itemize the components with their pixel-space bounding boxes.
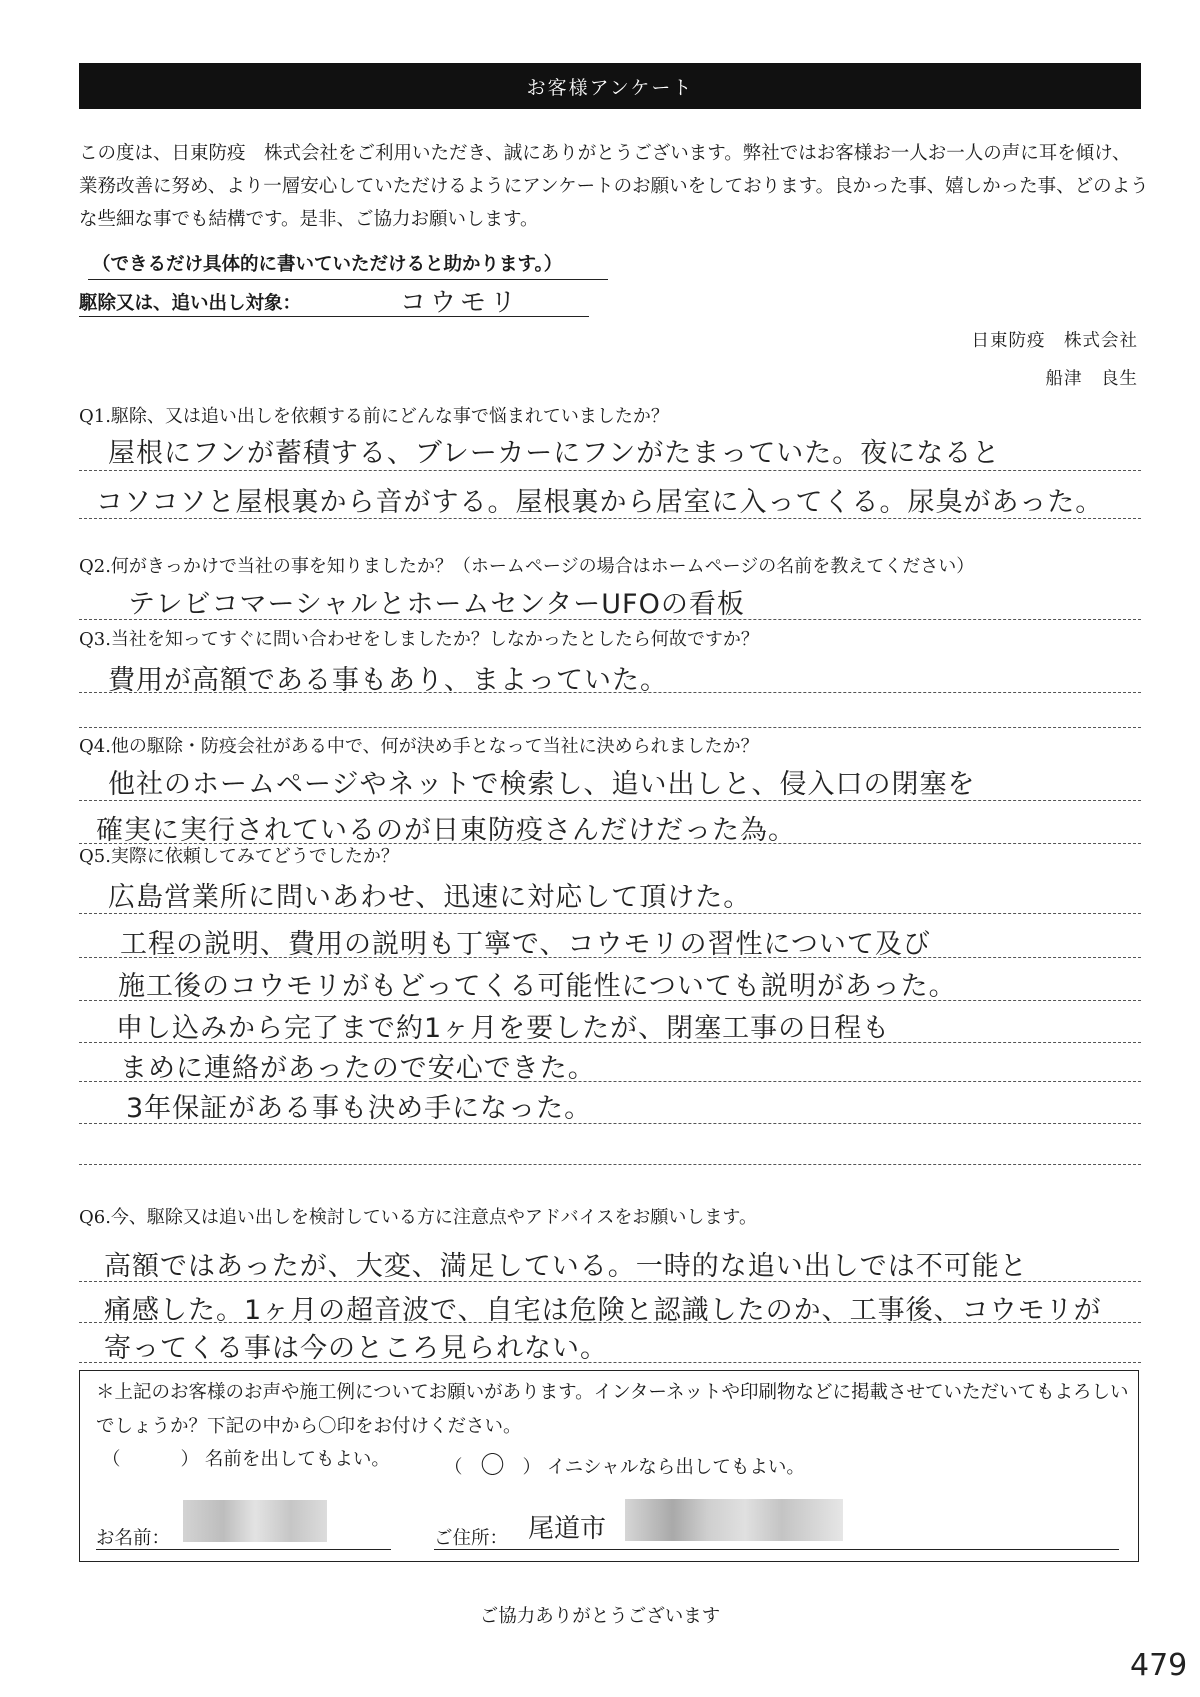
question-5: Q5.実際に依頼してみてどうでしたか？ xyxy=(79,846,399,867)
address-label: ご住所： xyxy=(434,1528,509,1549)
option-bracket-close: ） xyxy=(522,1457,542,1478)
answer-5-line-3: 施工後のコウモリがもどってくる可能性についても説明があった。 xyxy=(118,971,957,1002)
question-3: Q3.当社を知ってすぐに問い合わせをしましたか？しなかったとしたら何故ですか？ xyxy=(79,629,759,650)
option-initial-label: イニシャルなら出してもよい。 xyxy=(546,1457,805,1478)
question-4: Q4.他の駆除・防疫会社がある中で、何が決め手となって当社に決められましたか？ xyxy=(79,736,759,757)
answer-6-line-3: 寄ってくる事は今のところ見られない。 xyxy=(104,1333,608,1364)
answer-line-divider xyxy=(79,727,1141,728)
answer-line-divider xyxy=(79,913,1141,914)
answer-line-divider xyxy=(79,619,1141,620)
permission-text: ＊上記のお客様のお声や施工例についてお願いがあります。インターネットや印刷物などに掲載させていただいてもよろしいでしょうか？下記の中から〇印をお付けください。 xyxy=(96,1382,1129,1437)
answer-5-line-5: まめに連絡があったので安心できた。 xyxy=(120,1053,596,1084)
answer-5-line-4: 申し込みから完了まで約1ヶ月を要したが、閉塞工事の日程も xyxy=(116,1013,891,1044)
answer-3-line-1: 費用が高額である事もあり、まよっていた。 xyxy=(108,665,668,696)
question-2: Q2.何がきっかけで当社の事を知りましたか？（ホームページの場合はホームページの名前を教えてください） xyxy=(79,556,975,577)
option-bracket-close: ） xyxy=(180,1449,200,1470)
survey-title: お客様アンケート xyxy=(526,76,694,99)
intro-note: （できるだけ具体的に書いていただけると助かります。） xyxy=(92,254,563,275)
address-redacted xyxy=(625,1499,843,1541)
intro-paragraph: この度は、日東防疫 株式会社をご利用いただき、誠にありがとうございます。弊社ではお客様お一人お一人の声に耳を傾け、業務改善に努め、より一層安心していただけるようにアンケートのお願いをしております。良かった事、嬉しかった事、どのような些細な事でも結構です。是非、ご協力お願いします。 xyxy=(79,143,1149,230)
name-redacted xyxy=(183,1500,327,1542)
question-1: Q1.駆除、又は追い出しを依頼する前にどんな事で悩まれていましたか？ xyxy=(79,406,669,427)
answer-line-divider xyxy=(79,1322,1141,1323)
answer-2-line-1: テレビコマーシャルとホームセンターUFOの看板 xyxy=(128,589,745,620)
name-label: お名前： xyxy=(96,1528,171,1549)
answer-line-divider xyxy=(79,1164,1141,1165)
target-label: 駆除又は、追い出し対象： xyxy=(79,293,302,314)
option-bracket-open: （ xyxy=(444,1457,463,1478)
company-name: 日東防疫 株式会社 xyxy=(971,331,1138,351)
address-city: 尾道市 xyxy=(528,1514,607,1544)
page-number: 479 xyxy=(1130,1648,1188,1683)
thanks-text: ご協力ありがとうございます xyxy=(479,1606,721,1627)
survey-title-bar xyxy=(79,63,1141,109)
answer-line-divider xyxy=(79,692,1141,693)
answer-line-divider xyxy=(79,1362,1141,1363)
address-underline xyxy=(434,1549,1119,1550)
option-initial-allowed[interactable] xyxy=(444,1445,805,1480)
answer-line-divider xyxy=(79,1081,1141,1082)
option-name-allowed[interactable] xyxy=(102,1445,390,1471)
answer-4-line-2: 確実に実行されているのが日東防疫さんだけだった為。 xyxy=(96,815,796,846)
target-value: コウモリ xyxy=(400,288,521,318)
signatory-name: 船津 良生 xyxy=(1045,369,1138,389)
answer-line-divider xyxy=(79,957,1141,958)
target-underline xyxy=(79,316,589,317)
answer-line-divider xyxy=(79,1042,1141,1043)
answer-line-divider xyxy=(79,800,1141,801)
answer-4-line-1: 他社のホームページやネットで検索し、追い出しと、侵入口の閉塞を xyxy=(108,769,976,800)
name-underline xyxy=(96,1549,391,1550)
answer-line-divider xyxy=(79,1281,1141,1282)
note-underline xyxy=(88,279,608,280)
answer-1-line-1: 屋根にフンが蓄積する、ブレーカーにフンがたまっていた。夜になると xyxy=(108,438,1001,469)
answer-line-divider xyxy=(79,470,1141,471)
answer-5-line-1: 広島営業所に問いあわせ、迅速に対応して頂けた。 xyxy=(108,882,752,913)
answer-6-line-1: 高額ではあったが、大変、満足している。一時的な追い出しでは不可能と xyxy=(104,1251,1028,1282)
answer-line-divider xyxy=(79,1000,1141,1001)
answer-6-line-2: 痛感した。1ヶ月の超音波で、自宅は危険と認識したのか、工事後、コウモリが xyxy=(104,1295,1102,1326)
answer-line-divider xyxy=(79,1123,1141,1124)
answer-5-line-2: 工程の説明、費用の説明も丁寧で、コウモリの習性について及び xyxy=(120,929,931,960)
answer-1-line-2: コソコソと屋根裏から音がする。屋根裏から居室に入ってくる。尿臭があった。 xyxy=(96,487,1104,518)
option-bracket-open: （ xyxy=(102,1449,121,1470)
question-6: Q6.今、駆除又は追い出しを検討している方に注意点やアドバイスをお願いします。 xyxy=(79,1207,757,1228)
option-initial-mark: 〇 xyxy=(480,1451,505,1479)
answer-line-divider xyxy=(79,518,1141,519)
option-name-label: 名前を出してもよい。 xyxy=(204,1449,390,1470)
answer-5-line-6: 3年保証がある事も決め手になった。 xyxy=(126,1093,593,1124)
